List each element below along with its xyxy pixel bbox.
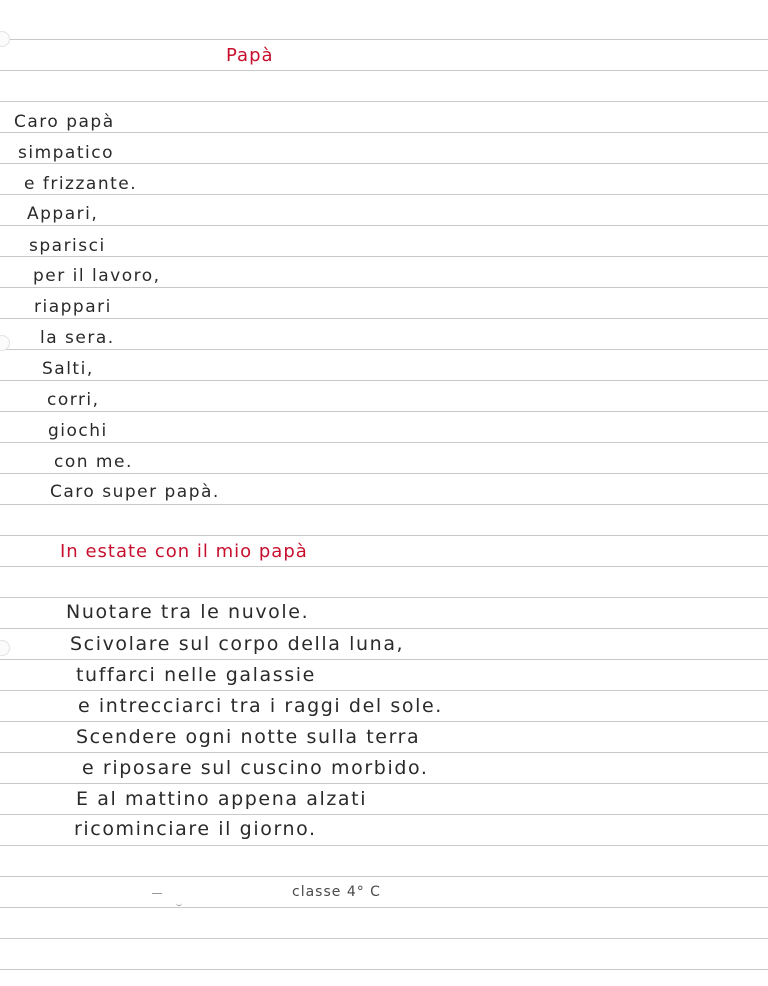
ruled-line — [0, 256, 768, 257]
poem1-line: con me. — [54, 452, 133, 472]
poem2-line: Scendere ogni notte sulla terra — [76, 726, 421, 748]
ruled-line — [0, 907, 768, 908]
poem1-line: Caro super papà. — [50, 482, 220, 502]
poem2-title: In estate con il mio papà — [60, 541, 308, 562]
ruled-line — [0, 39, 768, 40]
poem1-line: sparisci — [29, 236, 106, 256]
poem1-line: simpatico — [18, 143, 114, 163]
ruled-line — [0, 132, 768, 133]
poem2-line: Scivolare sul corpo della luna, — [70, 633, 405, 655]
poem1-line: corri, — [47, 390, 100, 410]
ruled-line — [0, 628, 768, 629]
ruled-line — [0, 225, 768, 226]
ruled-line — [0, 411, 768, 412]
poem2-line: Nuotare tra le nuvole. — [66, 601, 310, 623]
ruled-line — [0, 318, 768, 319]
ink-mark — [176, 902, 182, 906]
ruled-line — [0, 690, 768, 691]
ruled-line — [0, 163, 768, 164]
binder-hole — [0, 640, 10, 656]
poem2-line: tuffarci nelle galassie — [76, 664, 316, 686]
ink-mark — [152, 893, 162, 894]
ruled-line — [0, 597, 768, 598]
ruled-line — [0, 473, 768, 474]
poem1-line: la sera. — [40, 328, 115, 348]
poem1-line: per il lavoro, — [33, 266, 161, 286]
poem1-line: Appari, — [27, 204, 99, 224]
poem2-line: ricominciare il giorno. — [74, 818, 317, 840]
poem1-line: e frizzante. — [24, 174, 138, 194]
ruled-line — [0, 783, 768, 784]
ruled-line — [0, 194, 768, 195]
ruled-line — [0, 752, 768, 753]
ruled-line — [0, 721, 768, 722]
binder-hole — [0, 31, 10, 47]
ruled-line — [0, 504, 768, 505]
poem1-line: giochi — [48, 421, 108, 441]
poem1-line: Salti, — [42, 359, 94, 379]
poem2-line: e riposare sul cuscino morbido. — [82, 757, 429, 779]
ruled-line — [0, 442, 768, 443]
poem2-line: E al mattino appena alzati — [76, 788, 368, 810]
poem2-line: e intrecciarci tra i raggi del sole. — [78, 695, 443, 717]
poem1-title: Papà — [226, 45, 274, 66]
ruled-line — [0, 659, 768, 660]
ruled-line — [0, 876, 768, 877]
ruled-line — [0, 969, 768, 970]
ruled-line — [0, 535, 768, 536]
ruled-line — [0, 101, 768, 102]
ruled-line — [0, 70, 768, 71]
ruled-line — [0, 814, 768, 815]
class-signature: classe 4° C — [292, 884, 381, 900]
ruled-line — [0, 287, 768, 288]
ruled-line — [0, 845, 768, 846]
ruled-line — [0, 380, 768, 381]
poem1-line: Caro papà — [14, 112, 115, 132]
ruled-line — [0, 938, 768, 939]
poem1-line: riappari — [34, 297, 112, 317]
ruled-line — [0, 566, 768, 567]
ruled-line — [0, 349, 768, 350]
